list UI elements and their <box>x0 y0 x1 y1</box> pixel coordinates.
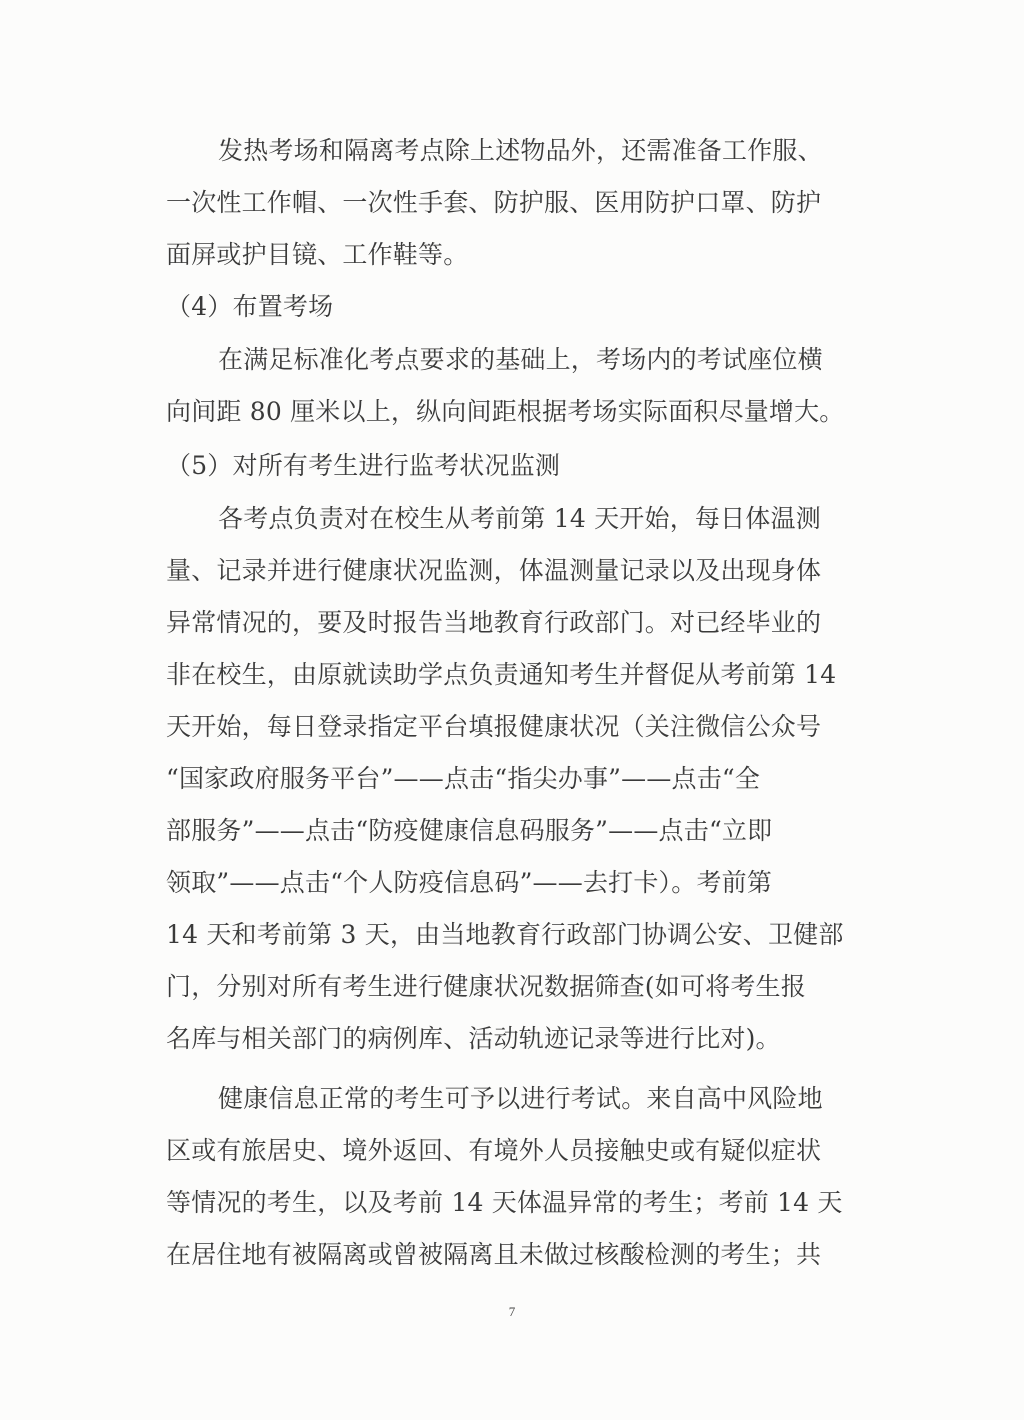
text-line: 区或有旅居史、境外返回、有境外人员接触史或有疑似症状 <box>166 1136 822 1165</box>
section-heading: （4）布置考场 <box>166 292 334 321</box>
text-line: 天开始，每日登录指定平台填报健康状况（关注微信公众号 <box>166 712 822 741</box>
text-line: 向间距 80 厘米以上，纵向间距根据考场实际面积尽量增大。 <box>166 397 845 426</box>
text-line: 量、记录并进行健康状况监测，体温测量记录以及出现身体 <box>166 556 822 585</box>
text-line: 等情况的考生，以及考前 14 天体温异常的考生；考前 14 天 <box>166 1188 843 1217</box>
text-line: 在居住地有被隔离或曾被隔离且未做过核酸检测的考生；共 <box>166 1240 822 1269</box>
section-heading: （5）对所有考生进行监考状况监测 <box>166 451 561 480</box>
text-line: 领取”——点击“个人防疫信息码”——去打卡）。考前第 <box>166 868 773 897</box>
text-line: 各考点负责对在校生从考前第 14 天开始，每日体温测 <box>218 504 821 533</box>
text-line: “国家政府服务平台”——点击“指尖办事”——点击“全 <box>166 764 761 793</box>
text-line: 在满足标准化考点要求的基础上，考场内的考试座位横 <box>218 345 823 374</box>
text-line: 14 天和考前第 3 天，由当地教育行政部门协调公安、卫健部 <box>166 920 844 949</box>
text-line: 发热考场和隔离考点除上述物品外，还需准备工作服、 <box>218 136 823 165</box>
text-line: 非在校生，由原就读助学点负责通知考生并督促从考前第 14 <box>166 660 837 689</box>
text-line: 健康信息正常的考生可予以进行考试。来自高中风险地 <box>218 1084 823 1113</box>
text-line: 面屏或护目镜、工作鞋等。 <box>166 240 469 269</box>
text-line: 异常情况的，要及时报告当地教育行政部门。对已经毕业的 <box>166 608 822 637</box>
text-line: 部服务”——点击“防疫健康信息码服务”——点击“立即 <box>166 816 773 845</box>
text-line: 门，分别对所有考生进行健康状况数据筛查(如可将考生报 <box>166 972 806 1001</box>
page-number: 7 <box>508 1304 516 1319</box>
text-line: 一次性工作帽、一次性手套、防护服、医用防护口罩、防护 <box>166 188 822 217</box>
text-line: 名库与相关部门的病例库、活动轨迹记录等进行比对)。 <box>166 1024 781 1053</box>
